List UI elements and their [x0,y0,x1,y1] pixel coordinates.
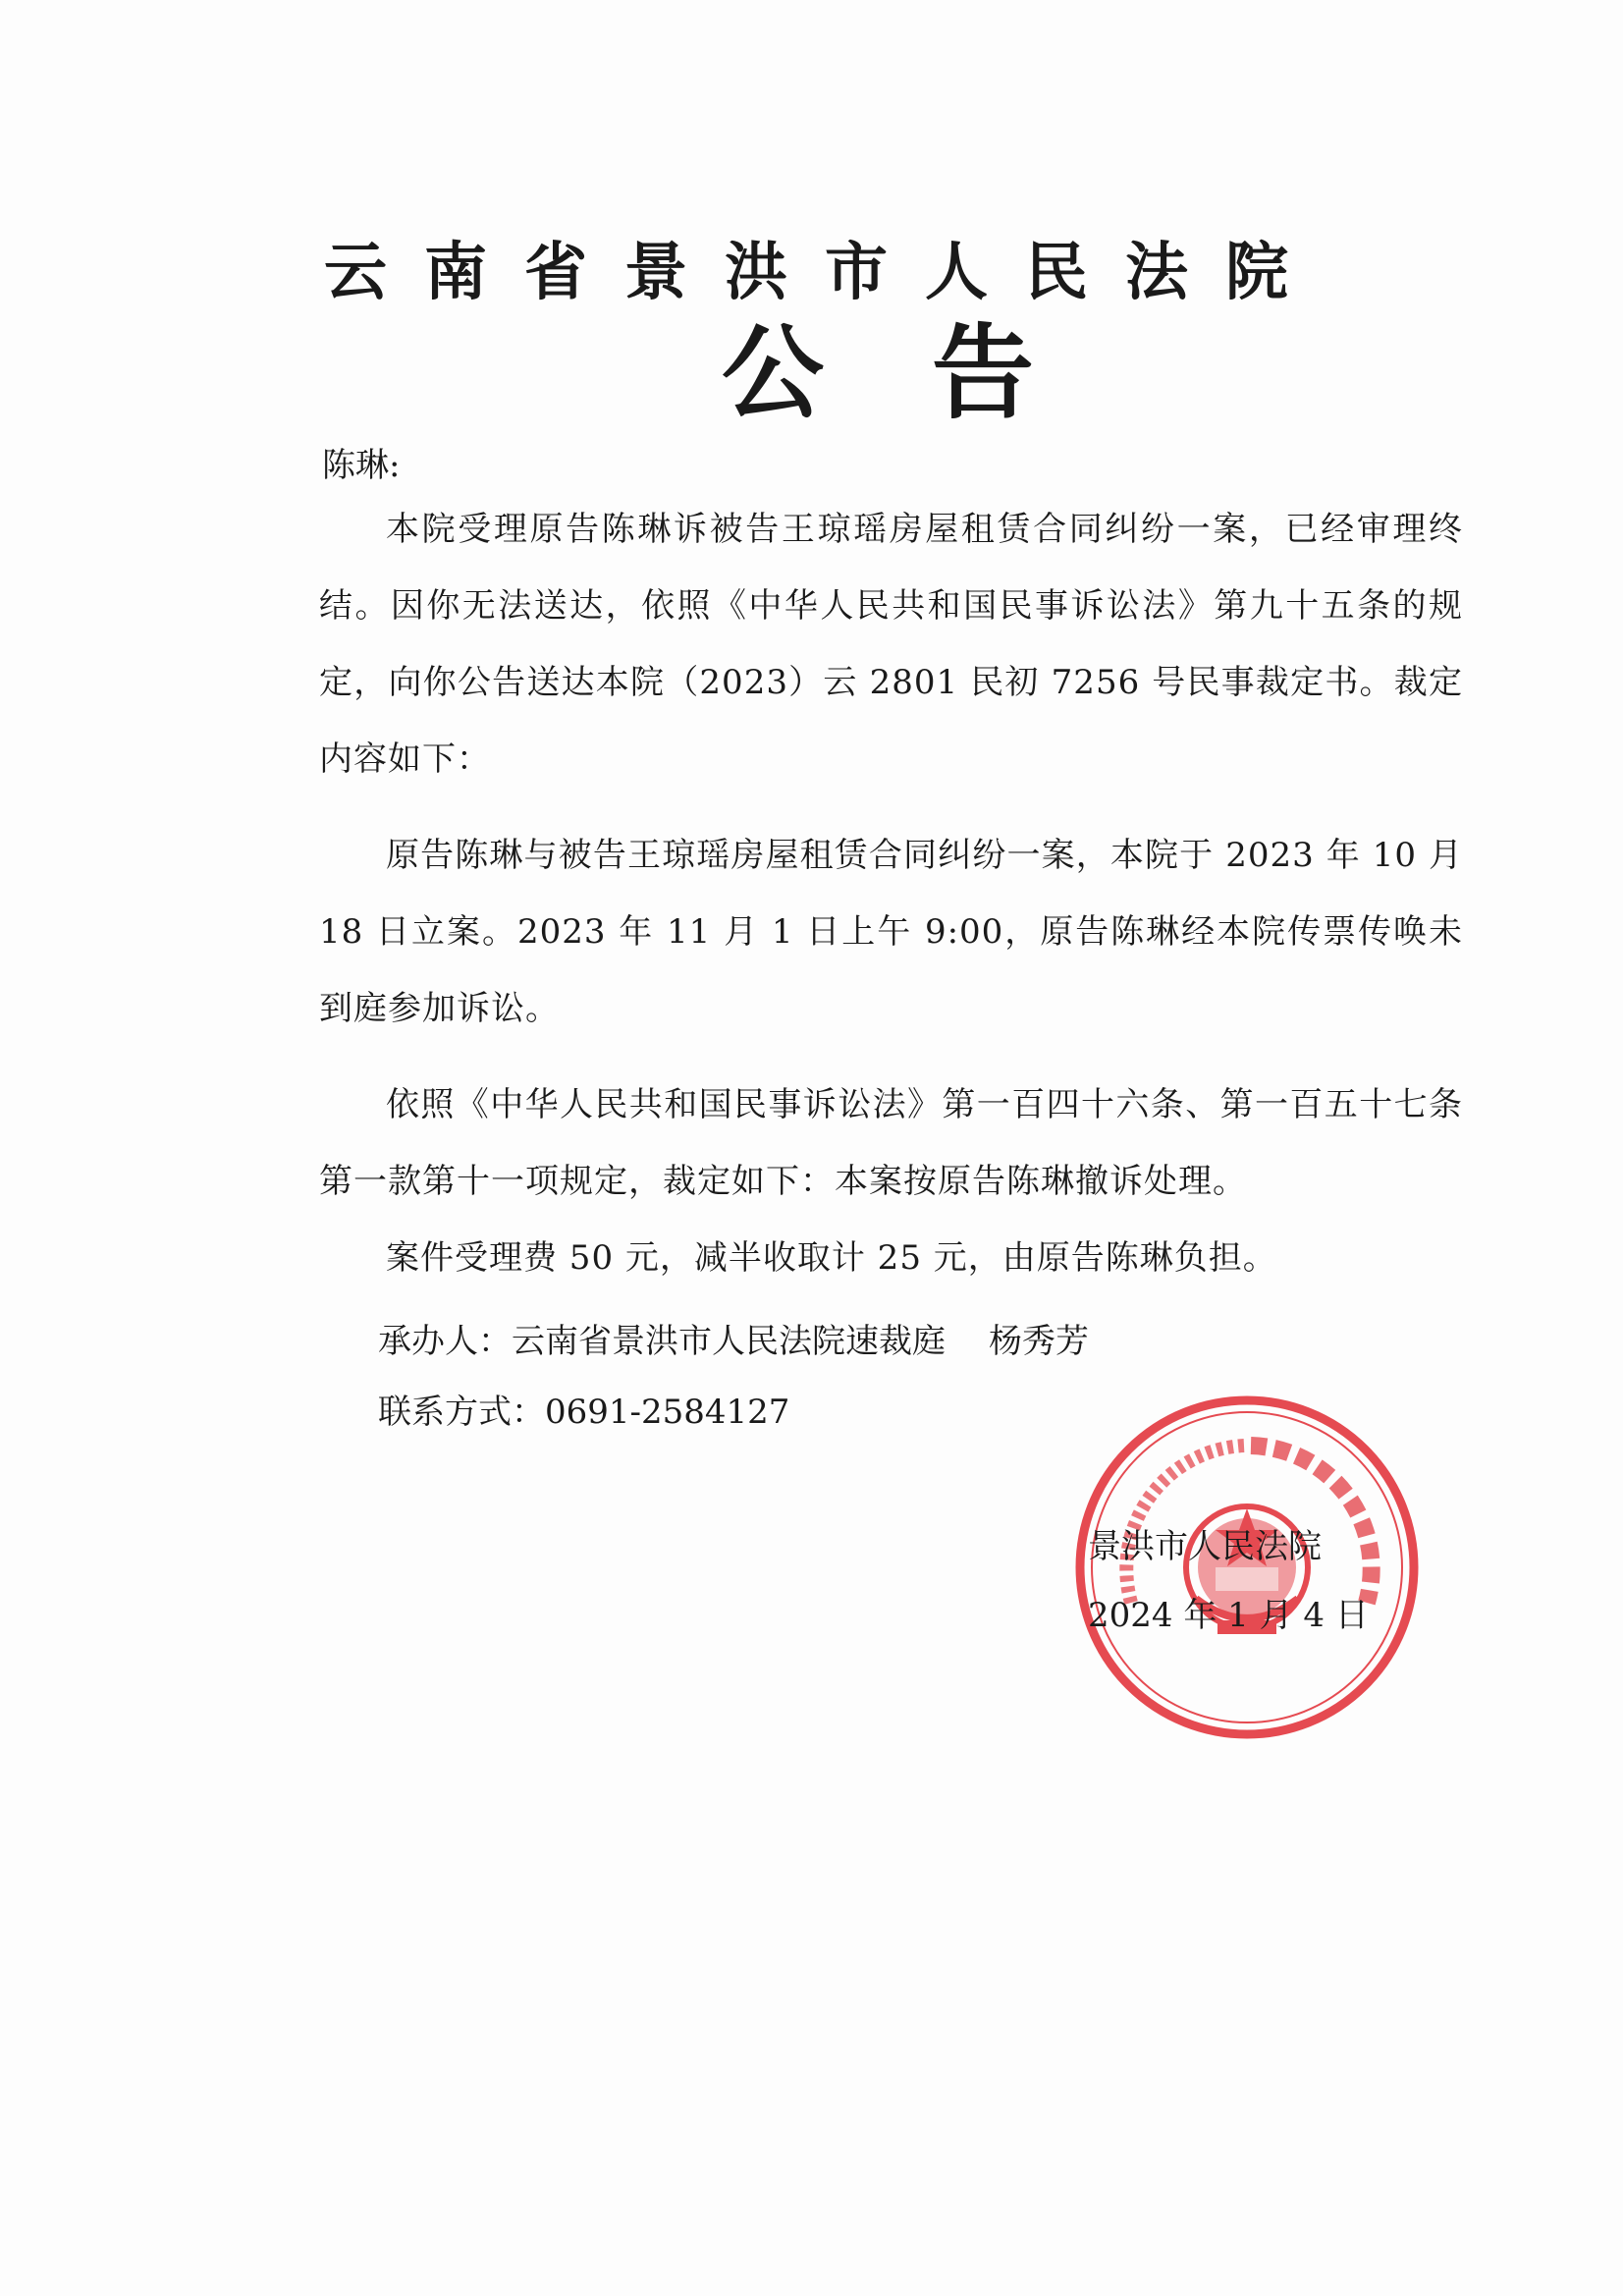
contact-label: 联系方式： [378,1393,545,1432]
paragraph-case-facts: 原告陈琳与被告王琼瑶房屋租赁合同纠纷一案，本院于 2023 年 10 月 18 日立案。2023 年 11 月 1 日上午 9:00，原告陈琳经本院传票传唤未到庭参加诉讼。 [319,836,1463,1028]
signing-date: 2024 年 1 月 4 日 [1088,1596,1369,1635]
signature-block [1088,1512,1369,1650]
signing-court: 景洪市人民法院 [1088,1527,1322,1566]
contact-phone: 0691-2584127 [545,1393,790,1432]
handler-label: 承办人： [378,1322,512,1361]
paragraph-ruling: 依照《中华人民共和国民事诉讼法》第一百四十六条、第一百五十七条第一款第十一项规定，裁定如下：本案按原告陈琳撤诉处理。 [319,1085,1463,1201]
paragraph-case-intro: 本院受理原告陈琳诉被告王琼瑶房屋租赁合同纠纷一案，已经审理终结。因你无法送达，依照《中华人民共和国民事诉讼法》第九十五条的规定，向你公告送达本院（2023）云 2801 民初 7256 号民事裁定书。裁定内容如下： [319,510,1463,779]
notice-title: 公告 [722,313,1143,433]
notice-body [319,491,1463,1316]
paragraph-fees: 案件受理费 50 元，减半收取计 25 元，由原告陈琳负担。 [386,1238,1277,1278]
handler-name: 杨秀芳 [989,1322,1089,1361]
handler-unit: 云南省景洪市人民法院速裁庭 [512,1322,946,1361]
handler-line [378,1306,1089,1377]
contact-line [378,1377,1089,1448]
handler-block [378,1306,1089,1448]
court-name-heading: 云南省景洪市人民法院 [324,237,1325,309]
addressee: 陈琳: [322,446,401,485]
